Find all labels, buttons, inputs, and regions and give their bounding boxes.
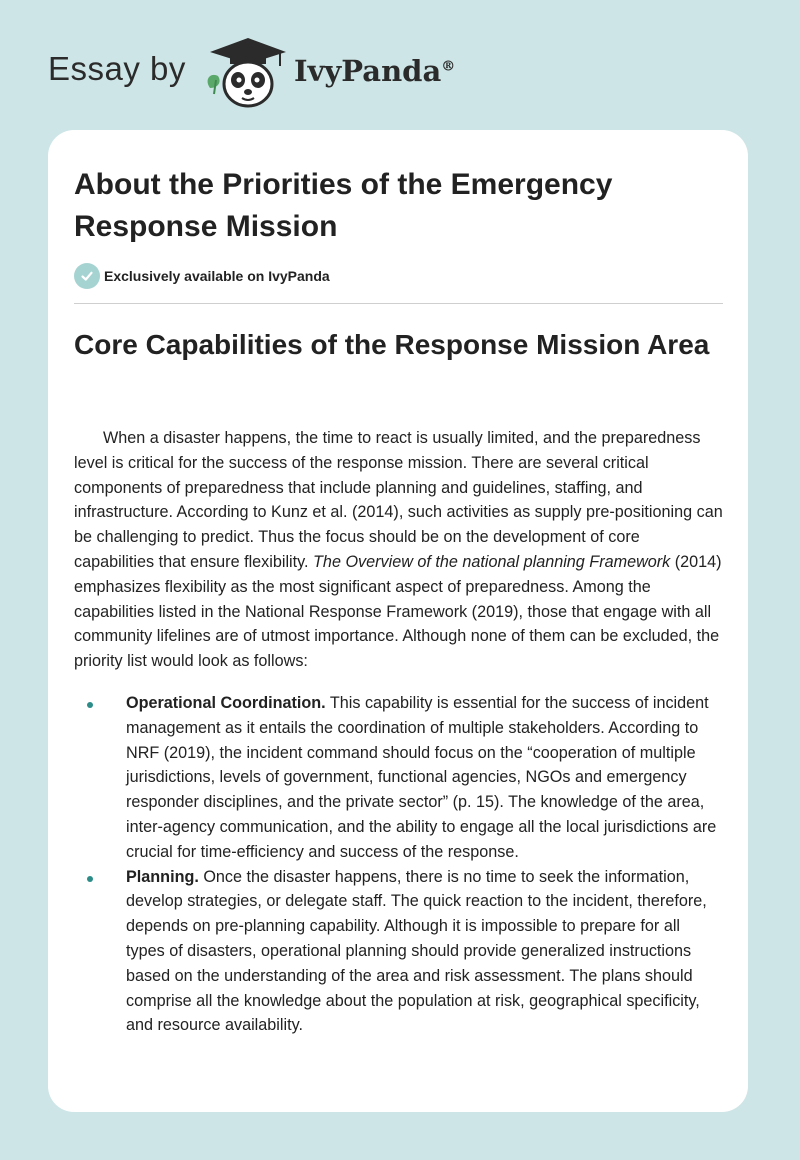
brand-text: IvyPanda [294,54,442,88]
list-item [74,691,723,865]
essay-by-label: Essay by [48,50,186,87]
bullet-icon [87,702,93,708]
exclusive-badge [74,263,330,289]
priority-list [74,691,723,1038]
badge-text: Exclusively available on IvyPanda [104,268,330,284]
page-title: About the Priorities of the Emergency Response Mission [74,168,613,243]
check-icon [74,263,100,289]
paragraph-italic-title: The Overview of the national planning Framework [313,552,671,571]
list-item-term: Operational Coordination. [126,694,326,712]
essay-card [48,130,748,1112]
paragraph-text: When a disaster happens, the time to react is usually limited, and the preparedness level is critical for the success of the response mission. There are several critical components of preparedness that include planning and guidelines, staffing, and infrastructure. According to Kunz et al. (2014), such activities as supply pre-positioning can be challenging to predict. Thus the focus should be on the development of core capabilities that ensure flexibility. [74,429,723,571]
list-item-text: Once the disaster happens, there is no time to seek the information, develop strategies, or delegate staff. The quick reaction to the incident, therefore, depends on pre-planning capability. Although it is impossible to prepare for all types of disasters, operational planning should provide generalized instructions based on the understanding of the area and risk assessment. The plans should comprise all the knowledge about the population at risk, geographical specificity, and resource availability. [126,867,707,1035]
paragraph-text: (2014) emphasizes flexibility as the most significant aspect of preparedness. Among the capabilities listed in the National Response Framework (2019), those that engage with all community lifelines are of utmost importance. Although none of them can be excluded, the priority list would look as follows: [74,552,722,671]
list-item-text: This capability is essential for the success of incident management as it entails the coordination of multiple stakeholders. According to NRF (2019), the incident command should focus on the “cooperation of multiple jurisdictions, levels of government, functional agencies, NGOs and emergency responder disciplines, and the private sector” (p. 15). The knowledge of the area, inter-agency communication, and the ability to engage all the local jurisdictions are crucial for time-efficiency and success of the response. [126,694,717,861]
panda-logo-icon[interactable] [200,36,290,110]
site-header [48,36,568,116]
divider [74,303,723,304]
list-item [74,865,723,1039]
bullet-icon [87,876,93,882]
section-heading: Core Capabilities of the Response Mission Area [74,329,710,360]
brand-name[interactable] [294,54,455,88]
registered-mark: ® [441,58,456,75]
list-item-term: Planning. [126,867,199,886]
body-paragraph [74,426,723,674]
